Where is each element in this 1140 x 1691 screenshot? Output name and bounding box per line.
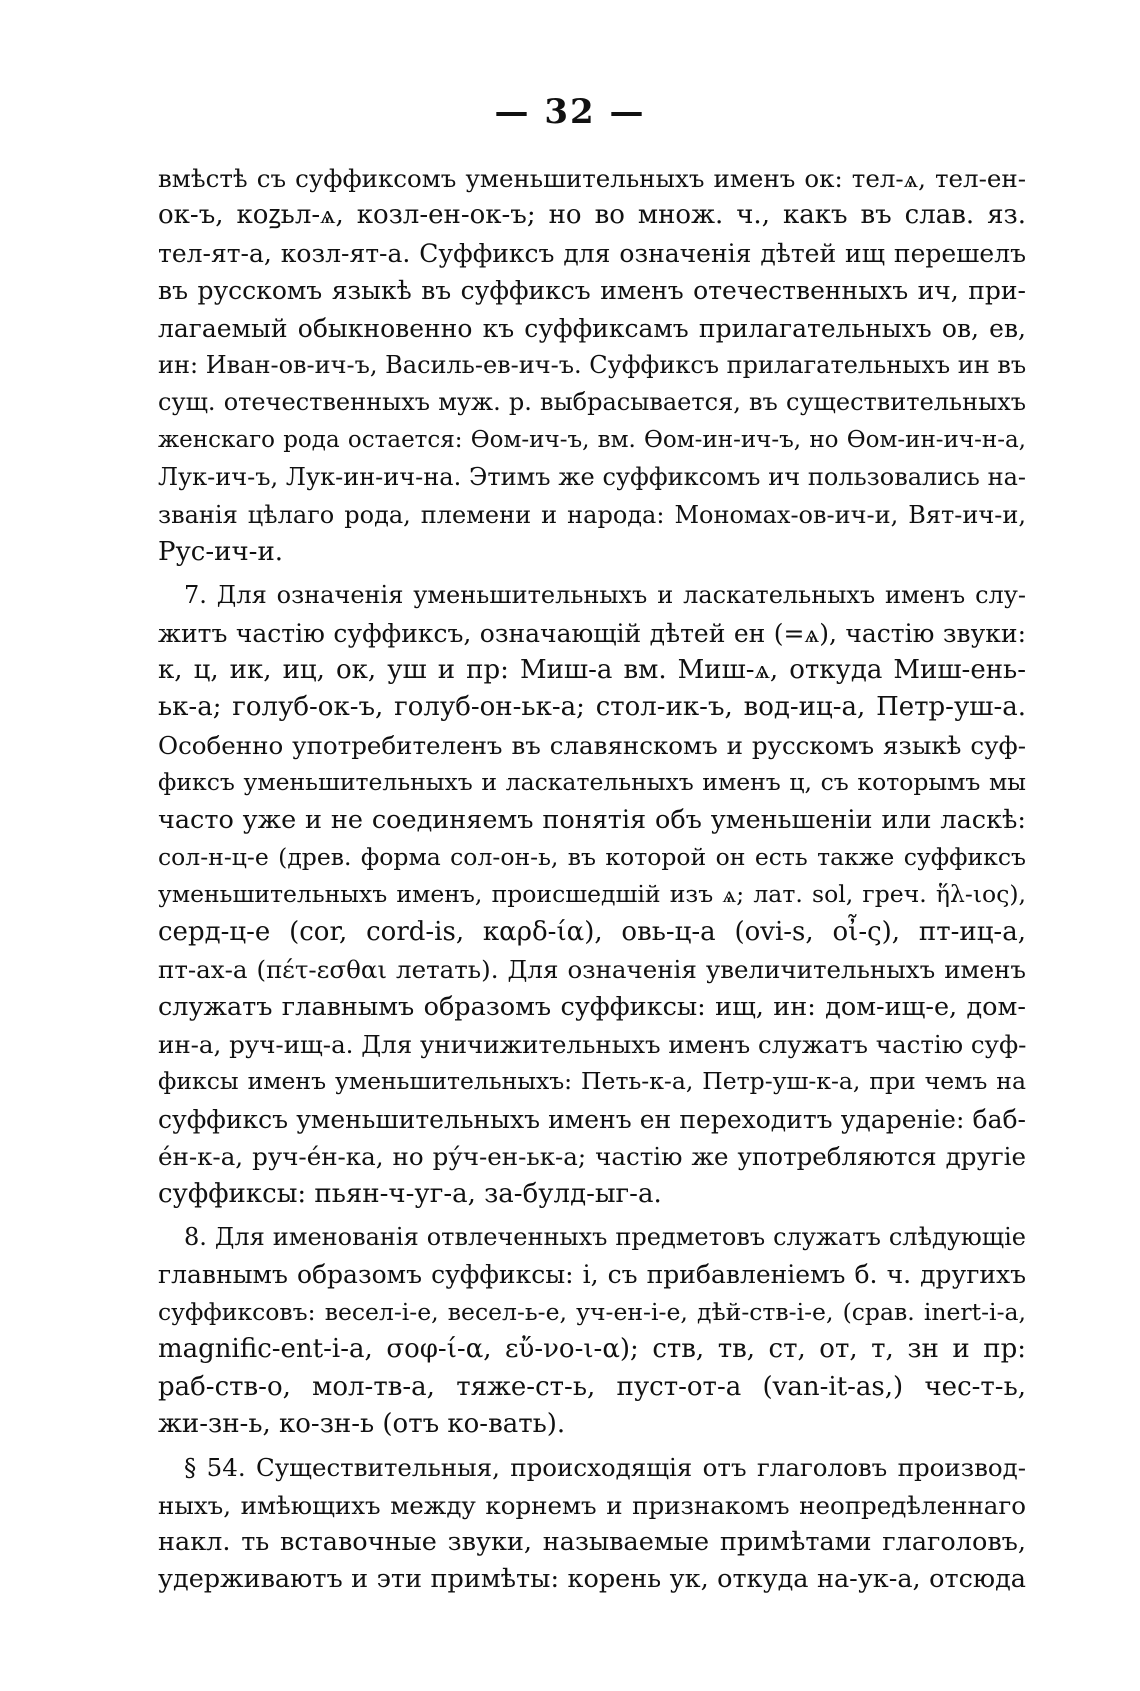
text-line: житъ частію суффиксъ, означающій дѣтей ен (=ѧ), частію звуки: [158,618,1026,648]
page-body [158,160,1026,1605]
text-line: раб-ств-о, мол-тв-а, тяже-ст-ь, пуст-от-а (van-it-as,) чес-т-ь, [158,1371,1026,1402]
text-line: magnific-ent-i-a, σοφ-ί-α, εὔ-νο-ι-α); ств, тв, ст, от, т, зн и пр: [158,1334,1026,1365]
text-line: пт-ах-а (πέτ-εσθαι летать). Для означенія увеличительныхъ именъ [158,955,1026,985]
text-line: суффиксы: пьян-ч-уг-а, за-булд-ыг-а. [158,1178,662,1209]
text-line: фиксы именъ уменьшительныхъ: Петь-к-а, Петр-уш-к-а, при чемъ на [158,1067,1026,1096]
text-line: ьк-а; голуб-ок-ъ, голуб-он-ьк-а; стол-ик-ъ, вод-иц-а, Петр-уш-а. [158,692,1026,723]
text-line: суффиксовъ: весел-і-е, весел-ь-е, уч-ен-і-е, дѣй-ств-і-е, (срав. inert-i-a, [158,1297,1026,1326]
text-line: жи-зн-ь, ко-зн-ь (отъ ко-вать). [158,1408,566,1439]
paragraph-1 [158,160,1026,571]
text-line: тел-ят-а, козл-ят-а. Суффиксъ для означенія дѣтей ищ перешелъ [158,238,1026,268]
text-line: Рус-ич-и. [158,536,284,567]
paragraph-section-54 [158,1449,1026,1599]
paragraph-7-diminutives [158,577,1026,1213]
text-line: накл. ть вставочные звуки, называемые примѣтами глаголовъ, [158,1527,1026,1558]
text-line: служатъ главнымъ образомъ суффиксы: ищ, ин: дом-ищ-е, дом- [158,991,1026,1022]
text-line: серд-ц-е (cor, cord-is, καρδ-ία), овь-ц-а (ovi-s, οἶ-ς), пт-иц-а, [158,916,1026,947]
text-line: к, ц, ик, иц, ок, уш и пр: Миш-а вм. Миш-ѧ, откуда Миш-ень- [158,655,1026,686]
text-line: званія цѣлаго рода, племени и народа: Мономах-ов-ич-и, Вят-ич-и, [158,500,1026,529]
text-line: лагаемый обыкновенно къ суффиксамъ прилагательныхъ ов, ев, [158,313,1026,343]
text-line: фиксъ уменьшительныхъ и ласкательныхъ именъ ц, съ которымъ мы [158,768,1026,797]
text-line: ныхъ, имѣющихъ между корнемъ и признакомъ неопредѣленнаго [158,1490,1026,1520]
text-line: сол-н-ц-е (древ. форма сол-он-ь, въ которой он есть также суффиксъ [158,843,1026,872]
text-line: женскаго рода остается: Ѳом-ич-ъ, вм. Ѳом-ин-ич-ъ, но Ѳом-ин-ич-н-а, [158,426,1026,453]
text-line: въ русскомъ языкѣ въ суффиксъ именъ отечественныхъ ич, при- [158,276,1026,306]
text-line: ин-а, руч-ищ-а. Для уничижительныхъ именъ служатъ частію суф- [158,1029,1026,1059]
text-line: вмѣстѣ съ суффиксомъ уменьшительныхъ именъ ок: тел-ѧ, тел-ен- [158,164,1026,193]
paragraph-8-abstract-nouns [158,1219,1026,1443]
text-line: удерживаютъ и эти примѣты: корень ук, откуда на-ук-а, отсюда [158,1564,1026,1595]
text-line: уменьшительныхъ именъ, происшедшій изъ ѧ; лат. sol, греч. ἥλ-ιος), [158,880,1026,909]
text-line: часто уже и не соединяемъ понятія объ уменьшеніи или ласкѣ: [158,804,1026,835]
text-line: е́н-к-а, руч-е́н-ка, но ру́ч-ен-ьк-а; частію же употребляются другіе [158,1142,1026,1172]
text-line: сущ. отечественныхъ муж. р. выбрасывается, въ существительныхъ [158,388,1026,417]
text-line: Особенно употребителенъ въ славянскомъ и русскомъ языкѣ суф- [158,730,1026,760]
text-line: суффиксъ уменьшительныхъ именъ ен переходитъ удареніе: баб- [158,1104,1026,1134]
text-line: Лук-ич-ъ, Лук-ин-ич-на. Этимъ же суффиксомъ ич пользовались на- [158,463,1026,492]
text-line: ок-ъ, коꙁьл-ѧ, козл-ен-ок-ъ; но во множ. ч., какъ въ слав. яз. [158,200,1026,231]
text-line: 8. Для именованія отвлеченныхъ предметовъ служатъ слѣдующіе [184,1222,1026,1251]
text-line: ин: Иван-ов-ич-ъ, Василь-ев-ич-ъ. Суффиксъ прилагательныхъ ин въ [158,350,1026,379]
page-number: — 32 — [494,92,646,132]
text-line: главнымъ образомъ суффиксы: і, съ прибавленіемъ б. ч. другихъ [158,1260,1026,1290]
text-line: 7. Для означенія уменьшительныхъ и ласкательныхъ именъ слу- [184,581,1026,610]
text-line: § 54. Существительныя, происходящія отъ глаголовъ производ- [184,1453,1026,1483]
